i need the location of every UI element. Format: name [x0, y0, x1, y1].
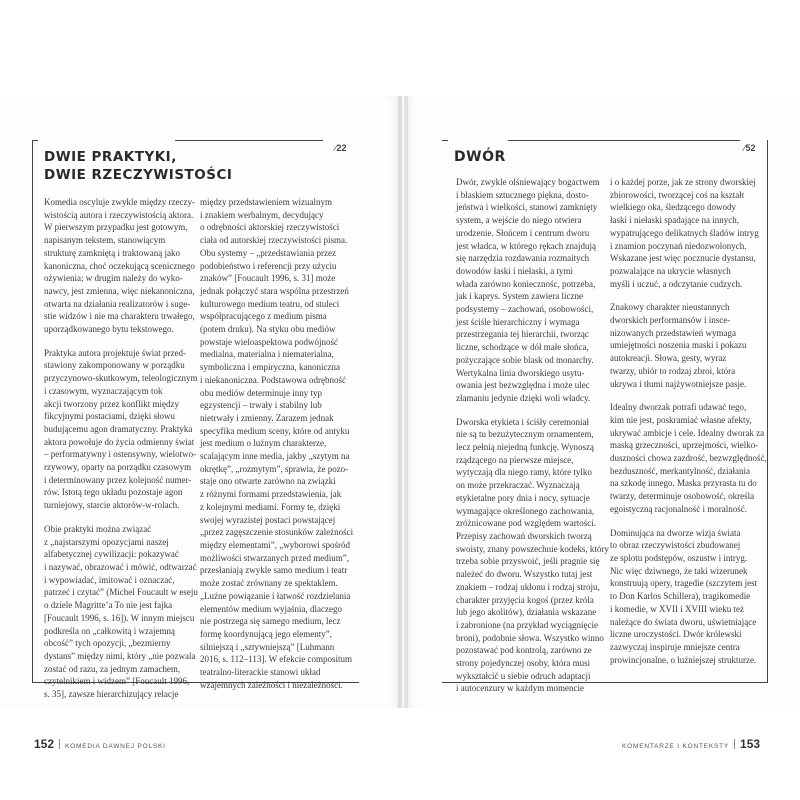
- paragraph: Dworska etykieta i ściśły ceremoniał nie są tu bezużytecznym ornamentem, lecz pełnią niejedną funkcję. Wynoszą rządzącego na pierwsze miejsce, wytyczają dla niego ramy, które tylko on może przekraczać. Wyznaczają etykietalne pory dnia i nocy, sytuacje wymagające określonego zachowania, zróżnicowane pod względem wartości. Przepisy zachowań dworskich tworzą swoisty, znany powszechnie kodeks, który trzeba sobie przyswoić, jeśli pragnie się należeć do dworu. Wszystko tutaj jest znakiem – rodzaj ukłonu i rodzaj stroju, charakter przyjęcia kogoś (przez króla lub jego akolitów), działania wskazane i zabronione (na przykład wyciągnięcie broni), podobnie słowa. Wszystko winno pozostawać pod kontrolą, zarówno ze strony pojedynczej osoby, która musi wykształcić u siebie odruch adaptacji i autocenzury w każdym momencie: [456, 416, 609, 694]
- left-frame-top-line: [175, 140, 323, 141]
- paragraph: i o każdej porze, jak ze strony dworskiej zbiorowości, tworzącej coś na kształt wielkiego oka, śledzącego dowody łaski i niełaski spadające na innych, wypatrującego delikatnych śladów intryg i znamion poczynań niedozwolonych. Wskazane jest więc pocznucie dystansu, pozwalające na ukrycie własnych myśli i uczuć, a odczytanie cudzych.: [610, 177, 759, 289]
- left-footer: [34, 735, 166, 753]
- right-column-2: [610, 176, 770, 677]
- left-title-line1: DWIE PRAKTYKI,: [44, 149, 177, 165]
- paragraph: między przedstawieniem wizualnym i znakiem werbalnym, decydujący o odrębności aktorskiej rzeczywistości ciała od autorskiej rzeczywistości pisma. Obu systemy – „przedstawiania przez podobieństwo i referencji przy użyciu znaków” [Foucault 1996, s. 31] może jednak połączyć stara wspólna przestrzeń kulturowego medium teatru, od stuleci współpracującego z medium pisma (potem druku). Na styku obu mediów powstaje wieloaspektowa podwójność medialna, materialna i niematerialna, symboliczna i empiryczna, kanoniczna i niekanoniczna. Podstawowa odrębność obu mediów determinuje inny typ egzystencji – trwały i stabilny lub nietrwały i zmienny. Zarazem jednak specyfika medium sceny, które od antyku jest medium o luźnym charakterze, scalającym inne media, jakby „szytym na okrętkę”, „rozmytym”, sprawia, że pozo- staje ono otwarte zarówno na związki z różnymi formami przedstawienia, jak z kolejnymi mediami. Formy te, dzięki swojej wyrazistej postaci powstającej „przez zagęszczenie stosunków zależności między elementami”, „wyborowi spośród możliwości stwarzanych przed medium”, przesłaniają zwykle samo medium i teatr może zostać zrównany ze spektaklem. „Luźne powiązanie i łatwość rozdzielania elementów medium wyjaśnia, dlaczego nie postrzega się samego medium, lecz formę koordynującą jego elementy”, silniejszą i „sztywniejszą” [Luhmann 2016, s. 112–113]. W efekcie compositum teatralno-literackie stanowi układ wzajemnych zależności i niezależności.: [200, 197, 354, 690]
- right-page-title: DWÓR: [454, 149, 506, 165]
- right-frame-top-stub: [442, 140, 448, 141]
- right-footer-page-number: 153: [740, 737, 761, 751]
- right-frame-top-line: [508, 140, 740, 141]
- paragraph: Dominująca na dworze wizja świata to obraz rzeczywistości zbudowanej ze splotu podstępów, oszustw i intryg. Nic więc dziwnego, że taki wizerunek konstruują opery, tragedie (szczytem jest to Don Karlos Schillera), tragikomedie i komedie, w XVII i XVIII wieku też należące do świata dworu, uświetniające liczne uroczystości. Dwór królewski zazwyczaj inspiruje mniejsze centra prowincjonalne, o luźniejszej strukturze.: [610, 527, 758, 665]
- paragraph: Komedia oscyluje zwykle między rzeczy- wistością autora i rzeczywistością aktora. W pierwszym przypadku jest gotowym, napisanym tekstem, stanowiącym strukturę zamkniętą i traktowaną jako kanoniczna, choć oczekującą scenicznego ożywienia; w drugim należy do wyko- nawcy, jest zmienna, więc niekanoniczna, otwarta na działania realizatorów i suge- stie widzów i nie ma charakteru trwałego, uporządkowanego bytu tekstowego.: [44, 197, 195, 335]
- paragraph: Obie praktyki można związać z „najstarszymi opozycjami naszej alfabetycznej cywilizacji: pokazywać i nazywać, obrazować i mówić, odtwarzać i wypowiadać, imitować i oznaczać, patrzeć i czytać” (Michel Foucault w eseju o dziele Magritte’a To nie jest fajka [Foucault 1996, s. 16]). W innym miejscu podkreśla on „całkowitą i wzajemną obcość” tych opozycji, „bezmierny dystans” między nimi, który „nie pozwala zostać od razu, za jednym zamachem, czytelnikiem i widzem” [Foucault 1996, s. 35], zawsze hierarchizujący relacje: [44, 523, 198, 700]
- right-footer-title: KOMENTARZE I KONTEKSTY: [622, 743, 730, 750]
- left-page-title: [44, 148, 232, 184]
- left-title-line2: DWIE RZECZYWISTOŚCI: [44, 167, 233, 183]
- paragraph: Praktyka autora projektuje świat przed- stawiony zakomponowany w porządku przyczynowo-skutkowym, teleologicznym i czasowym, wyznaczającym tok akcji tworzony przez konflikt między fikcyjnymi postaciami, dzięki słowu budującemu agon dramatyczny. Praktyka aktora powołuje do życia odmienny świat – performatywny i ostensywny, wielotwo- rzywowy, oparty na porządku czasowym i determinowany przez kolejność numer- rów. Istotą tego układu pozostaje agon turniejowy, starcie aktorów-w-rolach.: [44, 347, 198, 511]
- left-column-1: [44, 196, 202, 712]
- footer-divider: [59, 739, 60, 749]
- paragraph: Idealny dworzak potrafi udawać tego, kim nie jest, poskramiać własne afekty, ukrywać ambicje i cele. Idealny dworak za maską grzeczności, uprzejmości, wielko- duszności chowa zazdrość, bezwzględność, bezduszność, merkantylność, działania na szkodę innego. Maska przyrasta tu do twarzy, determinuje osobowość, określa egoistyczną racjonalność i moralność.: [610, 402, 767, 514]
- left-page-marker: ∕22: [335, 143, 347, 153]
- footer-divider: [734, 739, 735, 749]
- left-frame-top-stub: [32, 140, 38, 141]
- right-footer: [622, 735, 760, 753]
- left-column-2: [200, 196, 360, 702]
- right-page-marker: ∕52: [744, 143, 756, 153]
- paragraph: Dwór, zwykle olśniewający bogactwem i blaskiem sztucznego piękna, dosto- jeństwa i wielkości, stanowi zamknięty system, a wejście do niego otwiera urodzenie. Słońcem i centrum dworu jest władca, w którego rękach znajdują się narzędzia rozdawania rozmaitych dowodów łaski i niełaski, a tymi włada zarówno koniecznośc, potrzeba, jak i kaprys. System zawiera liczne podsystemy – zachowań, osobowości, jest ściśle hierarchiczny i wymaga przestrzegania tej hierarchii, tworząc liczne, schodzące w dół małe słońca, pożyczające sobie blask od monarchy. Wertykalna linia dworskiego usytu- owania jest bezwzględna i może ulec złamaniu jedynie dzięki woli władcy.: [456, 177, 600, 403]
- left-footer-title: KOMEDIA DAWNEJ POLSKI: [65, 743, 166, 750]
- left-footer-page-number: 152: [34, 737, 55, 751]
- book-gutter: [398, 96, 408, 708]
- right-column-1: [456, 176, 614, 706]
- paragraph: Znakowy charakter nieustannych dworskich performansów i insce- nizowanych przedstawień wymaga umiejętności noszenia maski i pokazu autokreacji. Słowa, gesty, wyraz twarzy, ubiór to rodzaj zbroi, która ukrywa i tłumi najżywotniejsze pasje.: [610, 302, 747, 389]
